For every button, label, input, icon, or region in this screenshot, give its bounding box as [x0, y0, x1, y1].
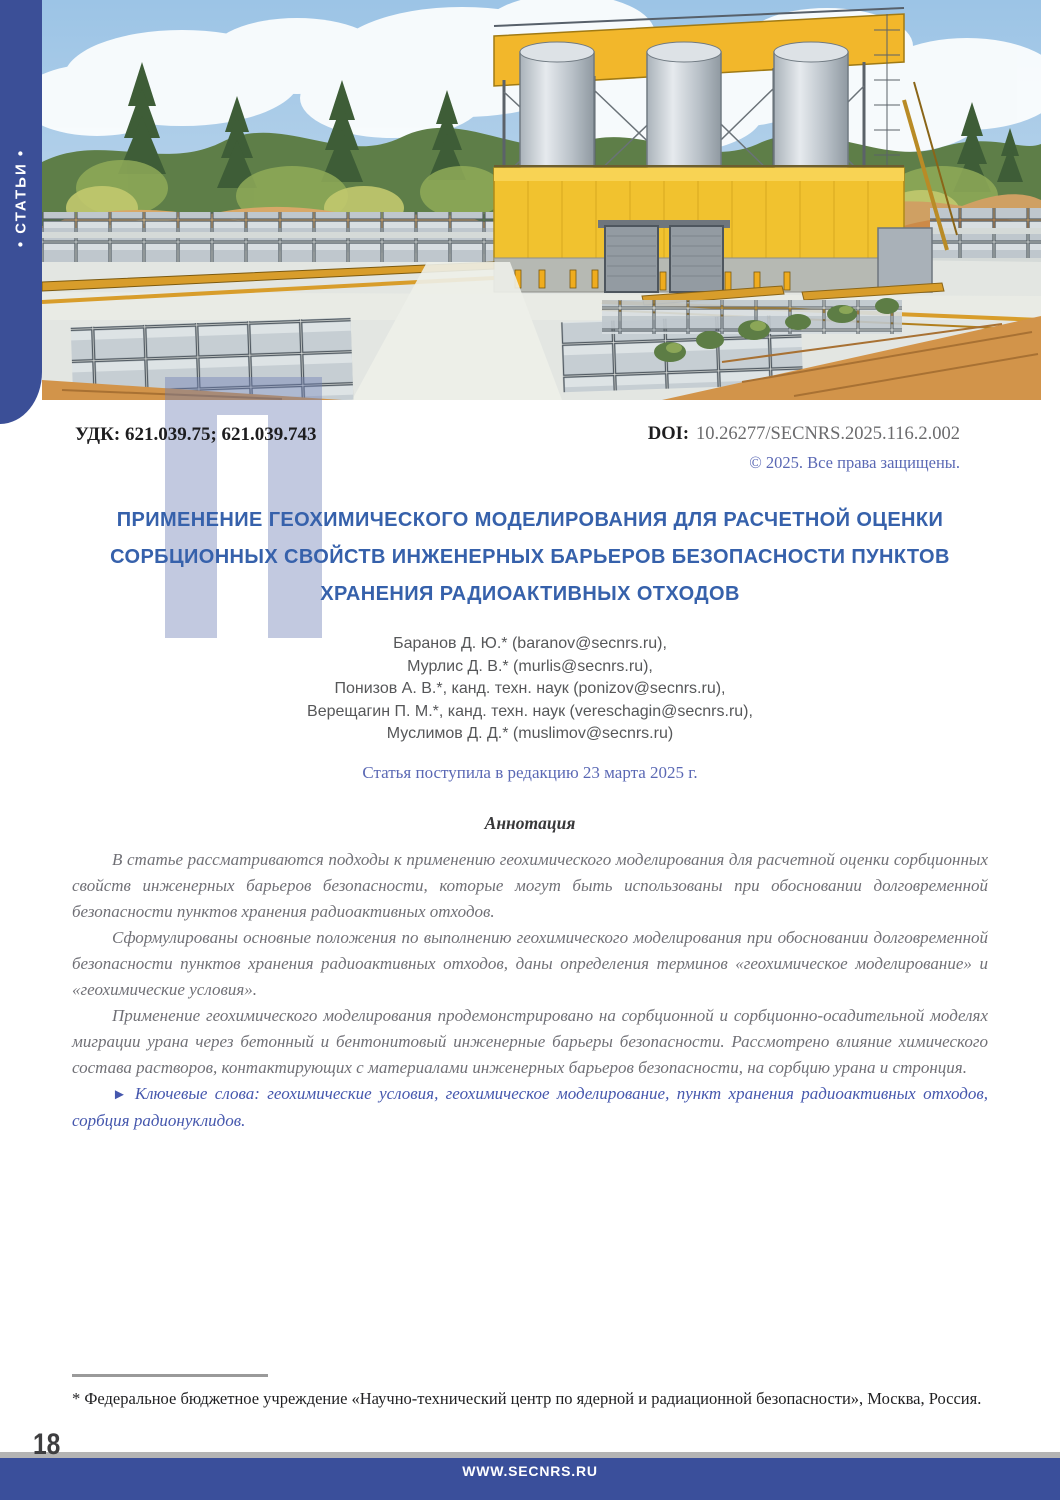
watermark-letter-text: [217, 415, 218, 416]
author-line: Муслимов Д. Д.* (muslimov@secnrs.ru): [386, 725, 674, 742]
section-side-tab: [0, 0, 42, 424]
author-line: Понизов А. В.*, канд. техн. наук (ponizov@secnrs.ru),: [334, 680, 726, 697]
article-title-line: ХРАНЕНИЯ РАДИОАКТИВНЫХ ОТХОДОВ: [320, 583, 740, 605]
abstract-heading: Аннотация: [484, 813, 576, 833]
keywords-marker-icon: ►: [112, 1087, 127, 1103]
abstract-paragraph: В статье рассматриваются подходы к применению геохимического моделирования для расчетной оценки сорбционных свойств инженерных барьеров безопасности, которые могут быть использованы при обосновании долговременной безопасности пунктов хранения радиоактивных отходов.: [72, 850, 988, 921]
keywords-line: [72, 1081, 988, 1134]
udk-code: УДК: 621.039.75; 621.039.743: [75, 424, 317, 445]
doi-label: DOI:: [647, 424, 689, 444]
authors-block: [0, 633, 1060, 746]
abstract-body: [72, 847, 988, 1134]
abstract-paragraph: Применение геохимического моделирования продемонстрировано на сорбционной и сорбционно-осадительной моделях миграции урана через бетонный и бентонитовый инженерные барьеры безопасности. Рассмотрено влияние химического состава растворов, контактирующих с материалами инженерных барьеров безопасности, на сорбцию урана и стронция.: [72, 1006, 988, 1077]
author-line: Верещагин П. М.*, канд. техн. наук (vereschagin@secnrs.ru),: [307, 702, 753, 720]
facility-illustration: [42, 0, 1041, 400]
footer-website: WWW.SECNRS.RU: [462, 1463, 598, 1479]
article-title-line: СОРБЦИОННЫХ СВОЙСТВ ИНЖЕНЕРНЫХ БАРЬЕРОВ БЕЗОПАСНОСТИ ПУНКТОВ: [110, 546, 950, 568]
footnote-divider: [72, 1374, 268, 1377]
doi-line: [648, 424, 960, 445]
keywords-label: Ключевые слова:: [134, 1084, 260, 1103]
abstract-paragraph: Сформулированы основные положения по выполнению геохимического моделирования при обосновании долговременной безопасности пунктов хранения радиоактивных отходов, даны определения терминов «геохимическое моделирование» и «геохимические условия».: [72, 928, 988, 999]
doi-value: 10.26277/SECNRS.2025.116.2.002: [696, 424, 960, 444]
page-number: 18: [33, 1428, 61, 1461]
article-title: [80, 502, 980, 613]
received-date-line: Статья поступила в редакцию 23 марта 2025 г.: [362, 763, 698, 782]
copyright-line: © 2025. Все права защищены.: [749, 453, 960, 472]
section-side-label: • СТАТЬИ •: [12, 148, 30, 248]
affiliation-footnote: * Федеральное бюджетное учреждение «Научно-технический центр по ядерной и радиационной безопасности», Москва, Россия.: [72, 1389, 982, 1408]
article-title-line: ПРИМЕНЕНИЕ ГЕОХИМИЧЕСКОГО МОДЕЛИРОВАНИЯ ДЛЯ РАСЧЕТНОЙ ОЦЕНКИ: [116, 509, 944, 531]
keywords-text: геохимические условия, геохимическое моделирование, пункт хранения радиоактивных отходов, сорбция радионуклидов.: [72, 1084, 988, 1130]
footer-bar: [0, 1458, 1060, 1500]
author-line: Баранов Д. Ю.* (baranov@secnrs.ru),: [393, 635, 667, 652]
author-line: Мурлис Д. В.* (murlis@secnrs.ru),: [407, 657, 653, 675]
